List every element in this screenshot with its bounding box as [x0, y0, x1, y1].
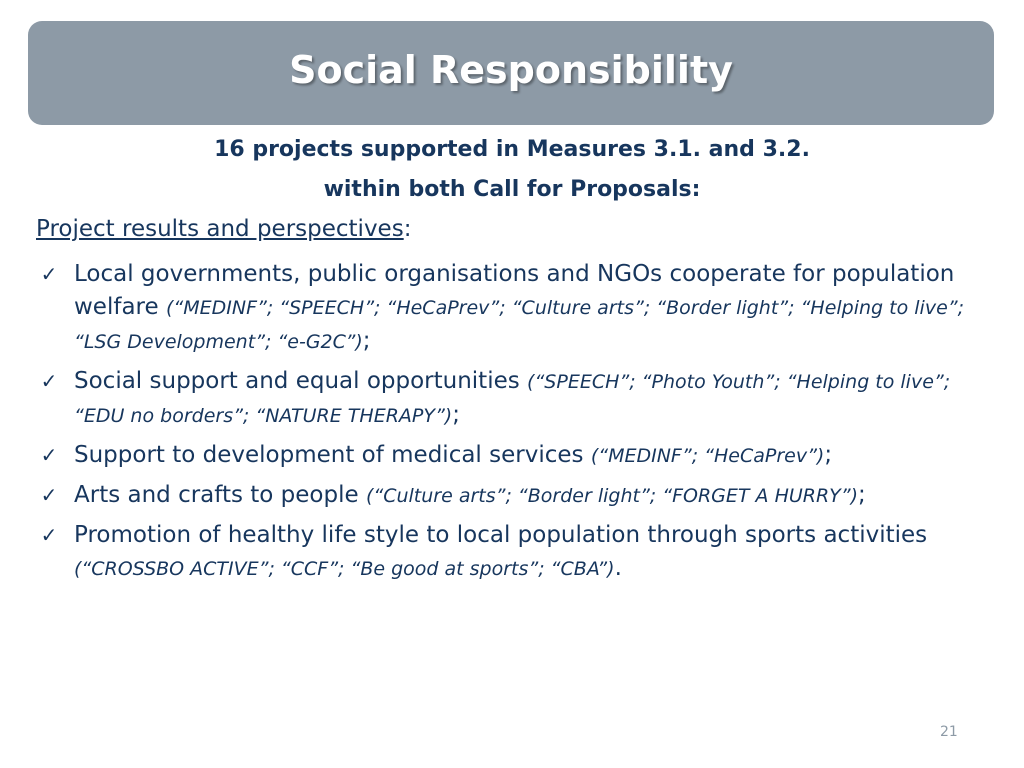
- item-text: Promotion of healthy life style to local population through sports activities: [74, 522, 928, 548]
- check-icon: ✓: [40, 523, 58, 547]
- item-text: Arts and crafts to people: [74, 482, 366, 508]
- item-projects: (“Culture arts”; “Border light”; “FORGET A HURRY”): [365, 485, 859, 507]
- section-heading-text: Project results and perspectives: [36, 216, 404, 242]
- item-end: ;: [824, 442, 833, 468]
- check-icon: ✓: [40, 483, 58, 507]
- subtitle-line-2: within both Call for Proposals:: [323, 177, 701, 202]
- subtitle-line-1: 16 projects supported in Measures 3.1. and 3.2.: [214, 137, 810, 162]
- item-projects: (“CROSSBO ACTIVE”; “CCF”; “Be good at sports”; “CBA”): [74, 558, 615, 580]
- item-text: Support to development of medical services: [74, 442, 591, 468]
- list-item: [36, 479, 992, 513]
- list-item: [36, 519, 992, 586]
- item-end: ;: [452, 402, 460, 428]
- check-icon: ✓: [40, 262, 58, 286]
- item-projects: (“MEDINF”; “HeCaPrev”): [590, 445, 825, 467]
- check-icon: ✓: [40, 443, 58, 467]
- item-end: ;: [362, 328, 371, 354]
- item-projects: (“MEDINF”; “SPEECH”; “HeCaPrev”; “Culture arts”; “Border light”; “Helping to live”; “LSG Development”; “e-G2C”): [74, 297, 964, 353]
- results-list: [36, 258, 992, 592]
- list-item: [36, 365, 992, 433]
- item-text: Social support and equal opportunities: [74, 368, 528, 394]
- item-text: Local governments, public organisations and NGOs cooperate for population welfare: [74, 261, 955, 320]
- item-end: .: [614, 555, 622, 581]
- section-heading-colon: :: [403, 216, 412, 242]
- check-icon: ✓: [40, 369, 58, 393]
- slide-title: Social Responsibility: [289, 48, 733, 92]
- list-item: [36, 258, 992, 359]
- item-end: ;: [858, 482, 866, 508]
- item-projects: (“SPEECH”; “Photo Youth”; “Helping to live”; “EDU no borders”; “NATURE THERAPY”): [74, 371, 951, 427]
- section-heading: [36, 216, 411, 242]
- page-number: 21: [940, 724, 958, 740]
- list-item: [36, 439, 992, 473]
- title-banner: [28, 21, 994, 125]
